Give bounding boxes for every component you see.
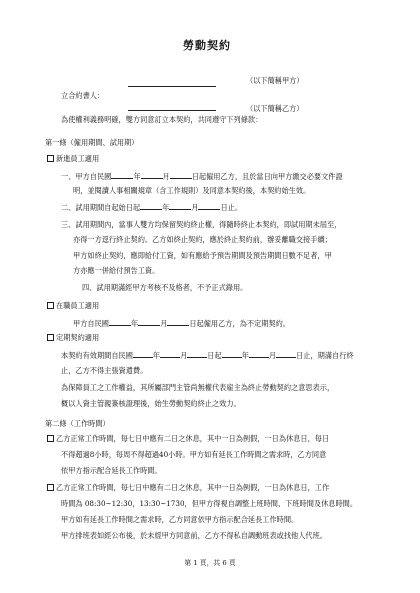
party-label: 立合約書人： [61, 91, 105, 100]
protect-line-2: 概以人資主管親簽核證理後，始生勞動契約終止之效力。 [61, 399, 241, 408]
blank[interactable] [169, 202, 191, 210]
party-a-note: （以下簡稱甲方） [246, 76, 304, 85]
blank[interactable] [160, 350, 180, 358]
fixed-clause-line-1 [61, 350, 354, 360]
blank[interactable] [249, 350, 269, 358]
option-new-label: 新進員工適用 [56, 154, 100, 163]
blank[interactable] [109, 318, 131, 326]
worktime-2-line-4: 甲方排班表如經公布後，於未經甲方同意前，乙方不得私自調動班表或找他人代班。 [61, 531, 327, 540]
option-current-label: 在職員工適用 [56, 301, 100, 310]
worktime-1-line-3: 依甲方指示配合延長工作時間。 [61, 466, 162, 475]
worktime-1-line-1: 乙方正常工作時間，每七日中應有二日之休息，其中一日為例假，一日為休息日，每日 [56, 434, 330, 443]
text: 甲方自民國 [73, 319, 109, 328]
worktime-1-line-2: 不得超過8小時，每周不得超過40小時。甲方如有延長工作時間之需求時，乙方同意 [61, 450, 327, 459]
blank[interactable] [170, 171, 192, 179]
blank[interactable] [138, 318, 160, 326]
text: 年 [162, 203, 170, 212]
intro-text: 為使權利義務明確，雙方同意訂立本契約，共同遵守下列條款： [61, 115, 263, 124]
fixed-clause-line-2: 止，乙方不得主張資遣費。 [61, 366, 148, 375]
option-new-checkbox[interactable] [47, 155, 54, 162]
text: 年 [152, 351, 161, 360]
text: 二、試用期間自起始日起 [61, 203, 141, 212]
blank[interactable] [133, 350, 153, 358]
clause-3-line-3: 甲方如終止契約，應即給付工資，如有應給予預告期間及預告期間日數不足者，甲 [73, 251, 332, 260]
party-b-note: （以下簡稱乙方） [246, 104, 304, 113]
current-employee-clause [73, 318, 290, 328]
text: 本契約有效期間自民國 [61, 351, 133, 360]
text: 年 [130, 319, 139, 328]
blank[interactable] [276, 350, 296, 358]
clause-2 [61, 202, 242, 212]
text: 年 [241, 351, 249, 360]
clause-4: 四、試用期滿經甲方考核不及格者，不予正式錄用。 [82, 283, 248, 292]
clause-3-line-2: 亦得一方逕行終止契約。乙方如終止契約，應於終止契約前，辦妥離職交接手續； [73, 235, 332, 244]
text: 月 [191, 203, 199, 212]
party-b-blank[interactable] [128, 103, 216, 111]
worktime-2-line-1: 乙方正常工作時間，每七日中應有二日之休息，其中一日為例假，一日為休息日，工作 [56, 483, 330, 492]
protect-line-1: 為保障員工之工作權益，其所屬部門主管尚無權代表雇主為終止勞動契約之意思表示， [61, 383, 335, 392]
text: 月 [160, 319, 168, 328]
article-1-title: 第一條（僱用期間、試用期） [45, 138, 139, 147]
text: 月 [180, 351, 188, 360]
worktime-2-line-2: 時間為 08:30~12:30，13:30~1730，但甲方得視自調整上班時間、下班時間及休息時間。 [61, 499, 358, 508]
text: 月 [162, 172, 170, 181]
blank[interactable] [187, 350, 207, 358]
text: 年 [133, 172, 141, 181]
clause-3-line-4: 方亦應一併給付預告工資。 [73, 266, 160, 275]
option-fixed-label: 定期契約適用 [56, 333, 100, 342]
clause-1-line-2: 明，並閱讀人事相關規章（含工作規則）及同意本契約後，本契約始生效。 [73, 186, 311, 195]
option-fixed-checkbox[interactable] [47, 334, 54, 341]
blank[interactable] [222, 350, 242, 358]
article-2-title: 第二條（工作時間） [45, 419, 110, 428]
party-a-blank[interactable] [128, 79, 216, 87]
text: 日起 [207, 351, 222, 360]
worktime-option-2-checkbox[interactable] [47, 484, 54, 491]
text: 日起僱用乙方，為不定期契約。 [189, 319, 290, 328]
blank[interactable] [198, 202, 220, 210]
text: 日起僱用乙方，且於當日向甲方繳交必要文件證 [191, 172, 343, 181]
clause-3-line-1: 三、試用期間內，當事人雙方均保留契約終止權，得隨時終止本契約，即試用期未屆至， [61, 220, 342, 229]
blank[interactable] [167, 318, 189, 326]
option-current-checkbox[interactable] [47, 302, 54, 309]
blank[interactable] [111, 171, 133, 179]
worktime-2-line-3: 甲方如有延長工作時間之需求時，乙方同意依甲方指示配合延長工作時間。 [61, 515, 299, 524]
page-title: 勞動契約 [183, 39, 231, 52]
text: 日止。 [220, 203, 243, 212]
text: 一、甲方自民國 [61, 172, 112, 181]
blank[interactable] [140, 202, 162, 210]
text: 月 [268, 351, 277, 360]
worktime-option-1-checkbox[interactable] [47, 435, 54, 442]
page-footer: 第 1 頁，共 6 頁 [184, 559, 236, 567]
clause-1-line-1 [61, 171, 343, 181]
text: 日止，期滿自行終 [296, 351, 354, 360]
blank[interactable] [141, 171, 163, 179]
